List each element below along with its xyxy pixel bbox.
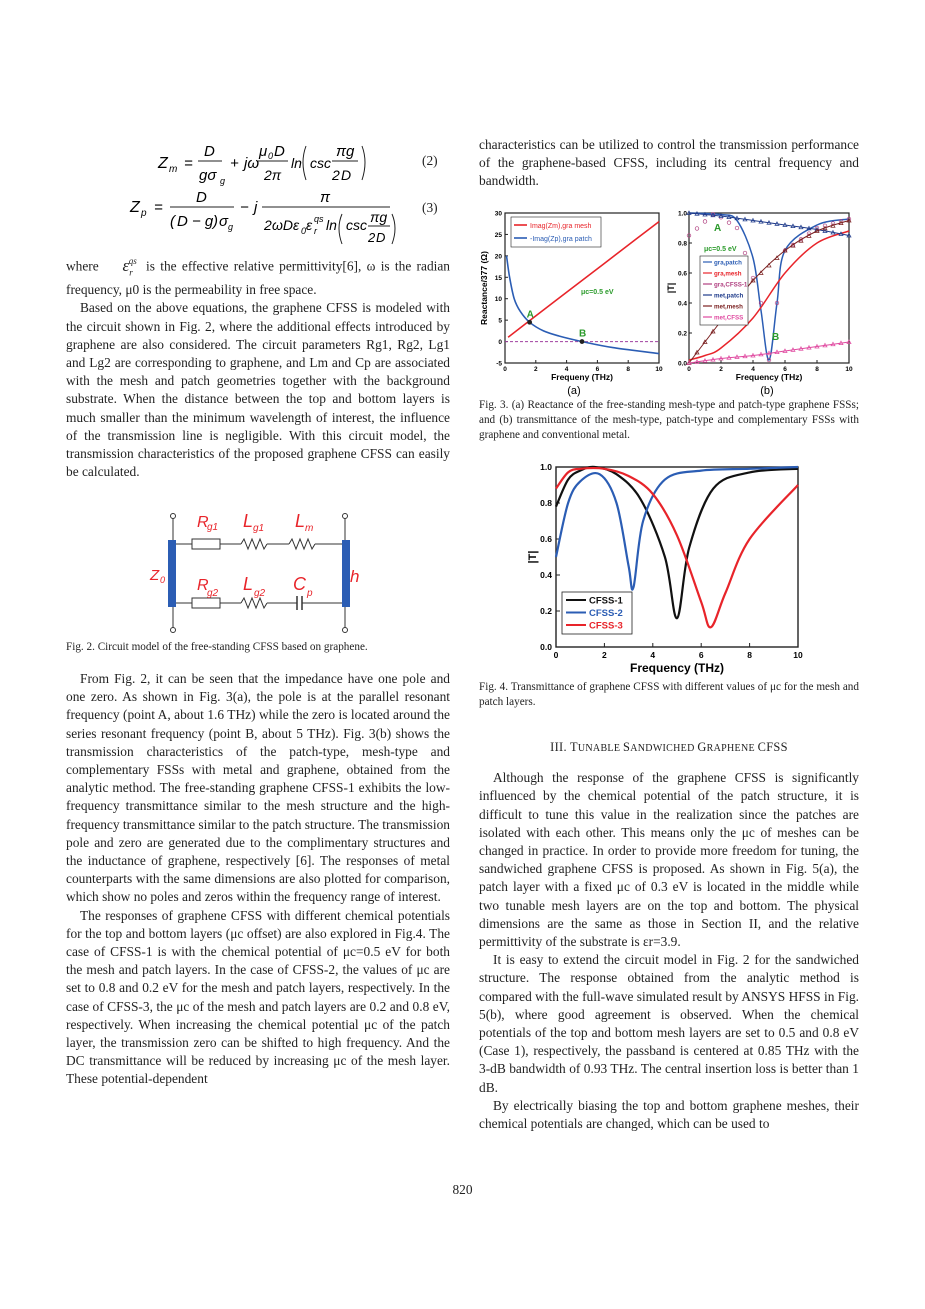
svg-text:D: D [376, 230, 386, 245]
fig3a-legend-0: Imag(Zm),gra mesh [530, 223, 592, 230]
svg-text:D: D [341, 167, 352, 183]
svg-text:D: D [274, 143, 285, 160]
inductor-lm [289, 539, 315, 549]
svg-text:πg: πg [336, 143, 355, 160]
fig3a-ytick-label: 15 [494, 274, 502, 282]
label-lm-sub: m [305, 523, 314, 534]
fig2-circuit [145, 510, 375, 635]
fig3a-ytick-label: 20 [494, 253, 502, 261]
fig4-xtick-label: 8 [747, 650, 752, 660]
fig3b-ytick-label: 0.4 [677, 300, 687, 308]
svg-text:): ) [213, 213, 218, 230]
fig4-xlabel: Frequency (THz) [629, 661, 725, 675]
svg-text:gσ: gσ [199, 167, 217, 184]
svg-text:2: 2 [264, 217, 272, 233]
svg-text:D − g: D − g [177, 213, 214, 230]
fig3a-ytick-label: 30 [494, 210, 502, 218]
fig3b-legend-3: met,patch [714, 292, 744, 300]
fig4-ytick-label: 1.0 [540, 462, 552, 472]
fig4-caption: Fig. 4. Transmittance of graphene CFSS with different values of μc for the mesh and patch layers. [479, 681, 859, 708]
equation-zm [158, 140, 458, 188]
svg-text:=: = [184, 155, 193, 172]
inductor-lg1 [241, 539, 267, 549]
svg-text:2π: 2π [264, 167, 282, 183]
fig3b-xtick-label: 4 [751, 366, 755, 373]
fig4-ytick-label: 0.8 [540, 498, 552, 508]
fig4-ytick-label: 0.0 [540, 642, 552, 652]
fig3b-marker [727, 221, 731, 225]
epsilon-symbol: $\varepsilon_r^{qs}$ [104, 255, 137, 278]
svg-text:πg: πg [370, 209, 388, 225]
fig4-xtick-label: 4 [650, 650, 656, 660]
fig3a-xtick-label: 8 [626, 366, 631, 373]
fig3a-ytick-label: 10 [494, 296, 502, 304]
fig2-caption: Fig. 2. Circuit model of the free-standing CFSS based on graphene. [66, 641, 368, 653]
label-h: h [350, 567, 360, 586]
fig3b-annotation: μc=0.5 eV [704, 246, 737, 253]
fig4-legend-cfss-1: CFSS-1 [589, 595, 623, 607]
fig3-caption: Fig. 3. (a) Reactance of the free-standing mesh-type and patch-type graphene FSSs; and (b) transmittance of the mesh-type, patch-type and complementary FSSs with graphene and conventional metal. [479, 399, 859, 441]
fig3a-point-b-marker [580, 339, 585, 344]
label-rg2-sub: g2 [207, 588, 219, 599]
fig4-xtick-label: 6 [698, 650, 704, 660]
label-cp: C [293, 574, 306, 594]
fig3b-ytick-label: 0.0 [677, 360, 687, 368]
section-heading-g: G [697, 740, 707, 754]
fig4-ytick-label: 0.4 [540, 570, 552, 580]
label-lg1: L [243, 511, 254, 531]
fig3b-legend-1: gra,mesh [714, 270, 742, 278]
fig3a [479, 204, 669, 396]
fig3b-svg [666, 204, 859, 397]
fig3b-ylabel: |T| [666, 282, 676, 294]
fig3a-xtick-label: 4 [564, 366, 569, 373]
equation-zm-graphic [158, 140, 458, 188]
fig3a-ytick-label: 25 [494, 231, 502, 239]
fig3b-xtick-label: 2 [719, 366, 723, 373]
fig3a-ytick-label: 5 [498, 317, 502, 325]
label-lm: L [295, 511, 306, 531]
svg-text:m: m [169, 164, 178, 175]
fig3a-ytick-label: -5 [496, 360, 502, 368]
label-rg1-sub: g1 [207, 522, 219, 533]
svg-text:σ: σ [219, 213, 229, 230]
label-rg2: R [197, 577, 209, 594]
fig3b-ytick-label: 0.8 [677, 240, 687, 248]
resistor-rg1 [192, 539, 220, 549]
para-s1: Although the response of the graphene CFSS is significantly influenced by the chemical potential of the patch structure, it is difficult to tune this value in the realization since the patches are isolated with each other. This means only the μc of meshes can be changed in practice. In order to provide more freedom for tuning, the sandwiched graphene CFSS is proposed. As shown in Fig. 5(a), the patch layer with a fixed μc of 0.3 eV is located in the middle while two tunable mesh layers are on the top and bottom. The physical dimensions are the same as those in Section II, and the relative permittivity of the substrate is εr=3.9. [479, 770, 859, 950]
equation-number-3: (3) [422, 200, 438, 215]
equation-zp [130, 188, 430, 248]
svg-text:g: g [228, 222, 234, 232]
fig2-circuit-svg [145, 510, 375, 635]
label-z0-sub: 0 [160, 575, 166, 585]
fig3b-legend-2: gra,CFSS-1 [714, 281, 748, 289]
svg-text:D: D [204, 143, 215, 160]
fig3a-svg [479, 204, 669, 396]
left-column-bottom [66, 670, 450, 1089]
fig3b-xtick-label: 10 [845, 366, 853, 373]
fig3a-ytick-label: 0 [498, 339, 502, 347]
equation-number-2: (2) [422, 153, 438, 168]
fig4-svg [520, 457, 810, 677]
fig3a-xtick-label: 6 [595, 366, 600, 373]
fig3b-marker [695, 227, 699, 231]
fig3b-xtick-label: 0 [687, 366, 691, 373]
svg-text:ωDε: ωDε [272, 217, 300, 233]
para-where [66, 252, 450, 299]
resistor-rg2 [192, 598, 220, 608]
label-cp-sub: p [307, 588, 313, 599]
inductor-lg2 [241, 598, 267, 608]
right-plate [342, 540, 350, 607]
fig3b-point-a: A [714, 223, 722, 234]
label-rg1: R [197, 514, 209, 531]
fig4 [520, 457, 810, 677]
fig3a-xlabel: Frequeny (THz) [551, 372, 613, 382]
para-s2: It is easy to extend the circuit model in Fig. 2 for the sandwiched structure. The response obtained from the analytic method is compared with the full-wave simulated result by ANSYS HFSS in Fig. 5(b), where good agreement is observed. When the chemical potentials of the top and bottom mesh layers are set to 0.5 and 0.8 eV (Case 1), respectively, the passband is centered at 0.85 THz with the 3-dB bandwidth of 0.93 THz. The central insertion loss is better than 1 dB. [479, 952, 859, 1095]
label-lg2-sub: g2 [254, 588, 266, 599]
left-plate [168, 540, 176, 607]
fig4-xtick-label: 2 [602, 650, 607, 660]
fig3b-marker [767, 264, 771, 268]
fig3b-marker [735, 226, 739, 230]
fig3b-legend-0: gra,patch [714, 259, 742, 267]
fig3a-xtick-label: 0 [503, 366, 507, 373]
fig3b-panel-label: (b) [760, 385, 774, 397]
para-chem: The responses of graphene CFSS with different chemical potentials for the top and bottom layers (μc offset) are also explored in Fig.4. The case of CFSS-1 is with the chemical potential of μc=0.5 eV for both the mesh and patch layers. In the case of CFSS-2, the values of μc are set to 0.8 and 0.2 eV for the mesh and patch layers, respectively. In the case of CFSS-3, the μc of the mesh and patch layers are 0.2 and 0.8 eV, respectively. When increasing the chemical potential μc of the patch layer, the transmission zero can be shifted to high frequency. And the DC transmittance will be reduced by increasing μc of the mesh layer. These potential-dependent [66, 907, 450, 1087]
svg-text:j: j [254, 199, 258, 216]
page-number: 820 [452, 1182, 473, 1197]
svg-text:csc: csc [346, 217, 367, 233]
para-where-prefix: where [66, 258, 99, 274]
svg-text:0: 0 [268, 151, 274, 161]
fig3b-xlabel: Frequency (THz) [735, 372, 803, 382]
fig3b-xtick-label: 6 [783, 366, 787, 373]
fig3b-ytick-label: 0.6 [677, 270, 687, 278]
fig4-legend-cfss-2: CFSS-2 [589, 608, 623, 619]
section-heading-end: CFSS [757, 740, 788, 754]
fig3b-marker [775, 256, 779, 260]
fig3b-legend-5: met,CFSS [714, 314, 744, 322]
section-heading-s: S [623, 740, 631, 754]
fig3b-xtick-label: 8 [815, 366, 819, 373]
para-fig2: From Fig. 2, it can be seen that the impedance have one pole and one zero. As shown in Fig. 3(a), the pole is at the parallel resonant frequency (point A, about 1.6 THz) while the zero is located around the series resonant frequency (point B, about 5 THz). Fig. 3(b) shows the transmission characteristics of the patch-type, mesh-type and complementary FSSs with metal and graphene, obtained from the analytic method. The free-standing graphene CFSS-1 exhibits the low-frequency transmittance similar to the mesh structure and the high-frequency transmittance similar to the patch structure. The transmission pole and zero are generated due to the complimentary structures and the inductance of graphene, respectively [6]. The responses of metal counterparts with the same dimensions are also plotted for comparison, which show no poles and zeros within the frequency range of interest. [66, 671, 450, 905]
fig3b [666, 204, 859, 397]
fig3b-point-b: B [772, 332, 780, 343]
label-lg2: L [243, 574, 254, 594]
fig4-legend-cfss-3: CFSS-3 [589, 620, 623, 632]
svg-text:jω: jω [244, 155, 260, 172]
para-s3: By electrically biasing the top and bottom graphene meshes, their chemical potentials are changed, which can be used to [479, 1097, 859, 1132]
fig3a-legend-1: -Imag(Zp),gra patch [530, 236, 592, 243]
svg-text:0: 0 [301, 226, 307, 236]
svg-text:π: π [320, 189, 331, 206]
para-model: Based on the above equations, the graphene CFSS is modeled with the circuit shown in Fig. 2, where the additional effects introduced by graphene are also considered. The circuit parameters Rg1, Rg2, Lg1 and Lg2 are corresponding to graphene, and Lm and Cp are associated with the mesh and patch geometries together with the background substrate. When the distance between the top and bottom layers is much smaller than the minimum wavelength of interest, the influence of the transmission line is negligible. With this circuit model, the transmission characteristics of the proposed graphene CFSS can easily be calculated. [66, 300, 450, 480]
fig4-series-cfss-2 [556, 467, 798, 590]
fig3a-ylabel: Reactance/377 (Ω) [479, 251, 489, 325]
fig4-xtick-label: 0 [553, 650, 559, 660]
fig3b-marker [703, 220, 707, 224]
section-heading-w1: UNABLE [577, 743, 624, 754]
section-heading-w2: ANDWICHED [630, 743, 698, 754]
fig3a-point-a-marker [527, 320, 532, 325]
fig3b-legend-4: met,mesh [714, 303, 743, 311]
svg-text:ln: ln [291, 155, 302, 171]
section-heading-prefix: III. T [550, 740, 578, 754]
svg-text:Z: Z [130, 199, 140, 216]
right-column-bottom [479, 738, 859, 1133]
svg-text:p: p [141, 208, 147, 219]
section-heading [479, 738, 859, 758]
svg-text:2: 2 [368, 230, 376, 245]
svg-text:μ: μ [259, 143, 268, 160]
fig4-ylabel: |T| [527, 550, 539, 564]
svg-text:r: r [314, 226, 317, 236]
fig4-ytick-label: 0.6 [540, 534, 552, 544]
svg-text:g: g [220, 176, 226, 186]
fig3a-xtick-label: 10 [655, 366, 663, 373]
fig3a-annotation: μc=0.5 eV [581, 289, 614, 296]
fig3a-xtick-label: 2 [533, 366, 538, 373]
fig3b-ytick-label: 0.2 [677, 330, 687, 338]
fig3a-panel-label: (a) [567, 385, 581, 397]
svg-text:D: D [196, 189, 207, 206]
svg-text:ln: ln [326, 217, 337, 233]
fig3b-ytick-label: 1.0 [677, 210, 687, 218]
svg-text:2: 2 [332, 167, 340, 183]
equation-zp-graphic [130, 188, 430, 248]
fig3b-marker [743, 251, 747, 255]
svg-text:qs: qs [314, 214, 324, 224]
svg-text:(: ( [170, 213, 175, 230]
svg-text:csc: csc [310, 155, 331, 171]
fig3a-point-a: A [526, 309, 534, 321]
para-where-text: is the effective relative permittivity[6], ω is the radian frequency, μ0 is the permeability in free space. [66, 258, 450, 298]
right-column-top [479, 136, 859, 191]
svg-text:ε: ε [306, 217, 313, 233]
para-continued: characteristics can be utilized to control the transmission performance of the graphene-based CFSS, including its central frequency and bandwidth. [479, 137, 859, 189]
fig4-xtick-label: 10 [793, 650, 803, 660]
label-z0: Z [150, 567, 160, 584]
svg-text:=: = [154, 199, 163, 216]
svg-text:+: + [230, 155, 239, 172]
svg-text:−: − [240, 199, 249, 216]
fig4-ytick-label: 0.2 [540, 606, 552, 616]
label-lg1-sub: g1 [253, 523, 265, 534]
section-heading-w3: RAPHENE [706, 743, 758, 754]
fig3a-point-b: B [579, 328, 587, 340]
svg-text:Z: Z [158, 155, 168, 172]
left-column-top [66, 252, 450, 481]
